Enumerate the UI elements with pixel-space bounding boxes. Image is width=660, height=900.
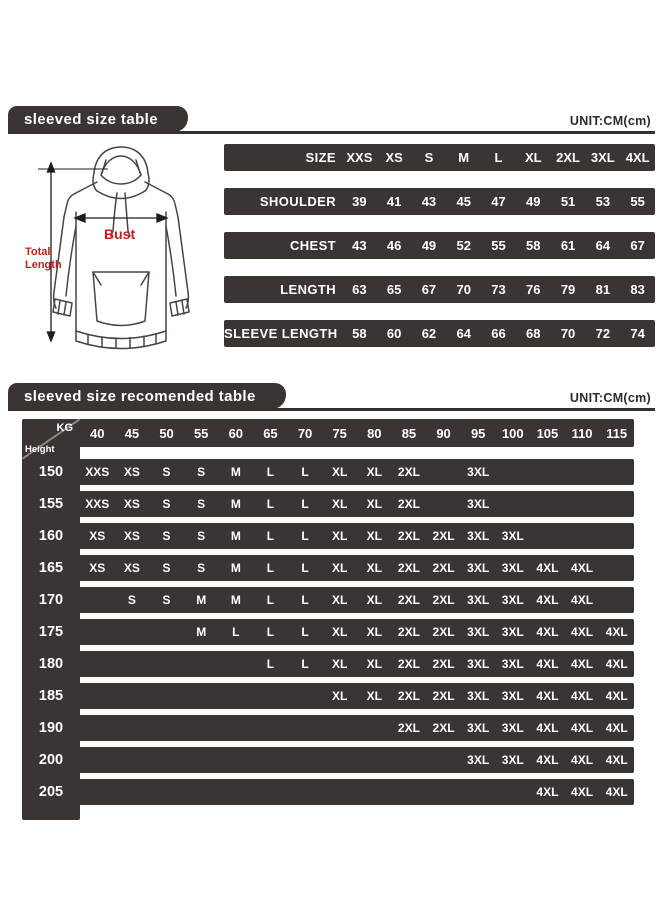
- matrix-cell: L: [301, 465, 309, 479]
- matrix-row: [22, 587, 634, 619]
- matrix-cell: S: [197, 497, 206, 511]
- total-length-label-line1: Total: [25, 246, 51, 258]
- matrix-cell: 3XL: [501, 625, 524, 639]
- matrix-cell: 2XL: [397, 689, 420, 703]
- height-label: 190: [22, 715, 80, 747]
- matrix-cell: 4XL: [536, 593, 559, 607]
- size-table-row: [224, 320, 655, 347]
- size-cell: 68: [526, 326, 541, 341]
- size-cell: 63: [352, 282, 367, 297]
- size-cell: 76: [526, 282, 541, 297]
- matrix-cell: XL: [332, 529, 348, 543]
- size-cell: 66: [491, 326, 506, 341]
- matrix-cell: XL: [366, 497, 382, 511]
- matrix-cell: 3XL: [467, 561, 490, 575]
- matrix-cell: 3XL: [467, 529, 490, 543]
- matrix-cell: 4XL: [605, 753, 628, 767]
- size-cell: 74: [630, 326, 645, 341]
- matrix-cell: 3XL: [501, 753, 524, 767]
- size-table: [224, 144, 655, 347]
- matrix-cell: 4XL: [571, 689, 594, 703]
- matrix-cell: XXS: [85, 497, 110, 511]
- matrix-cell: L: [266, 529, 275, 543]
- matrix-cell: XL: [366, 465, 382, 479]
- matrix-cell: 3XL: [467, 753, 490, 767]
- section1-unit-label: UNIT:CM(cm): [569, 114, 651, 128]
- matrix-cell: S: [197, 561, 206, 575]
- matrix-cell: XL: [332, 465, 348, 479]
- matrix-cell: M: [230, 497, 241, 511]
- matrix-cell: 2XL: [432, 721, 455, 735]
- matrix-row-bar: [80, 619, 634, 645]
- size-cell: 70: [560, 326, 576, 341]
- size-cell: 39: [352, 194, 367, 209]
- bust-label: Bust: [104, 226, 136, 242]
- matrix-cell: 3XL: [501, 657, 524, 671]
- matrix-cell: M: [196, 625, 207, 639]
- matrix-cell: L: [301, 529, 309, 543]
- size-cell: 43: [421, 194, 437, 209]
- section1-title-banner: [8, 106, 188, 132]
- height-label: 160: [22, 523, 80, 555]
- matrix-cell: 4XL: [605, 721, 628, 735]
- total-length-label-line2: Length: [25, 259, 62, 271]
- matrix-cell: 4XL: [536, 561, 559, 575]
- matrix-cell: XL: [332, 561, 348, 575]
- matrix-cell: L: [266, 465, 275, 479]
- matrix-cell: 3XL: [467, 593, 490, 607]
- matrix-cell: XL: [366, 689, 382, 703]
- size-cell: 64: [456, 326, 471, 341]
- matrix-cell: XS: [89, 529, 106, 543]
- size-row-label: LENGTH: [280, 282, 336, 297]
- hoodie-drawing: [18, 142, 214, 354]
- matrix-cell: L: [266, 657, 275, 671]
- size-row-label: SLEEVE LENGTH: [224, 326, 338, 341]
- recommendation-matrix: [22, 419, 634, 820]
- matrix-cell: L: [301, 657, 309, 671]
- size-cell: 79: [560, 282, 576, 297]
- size-cell: 47: [491, 194, 506, 209]
- matrix-cell: 3XL: [501, 593, 524, 607]
- size-cell: 55: [630, 194, 645, 209]
- weight-col-label: 115: [606, 425, 628, 441]
- size-row-label: SIZE: [305, 150, 336, 165]
- matrix-cell: 4XL: [605, 785, 628, 799]
- matrix-cell: 2XL: [397, 529, 420, 543]
- height-label: 185: [22, 683, 80, 715]
- matrix-cell: 3XL: [501, 721, 524, 735]
- height-label: 155: [22, 491, 80, 523]
- matrix-row: [22, 555, 634, 587]
- size-cell: M: [458, 150, 470, 165]
- weight-col-label: 100: [501, 425, 524, 441]
- height-label: 205: [22, 779, 80, 811]
- matrix-row: [22, 523, 634, 555]
- matrix-cell: S: [127, 593, 136, 607]
- height-label: 165: [22, 555, 80, 587]
- section2-header: [8, 383, 655, 411]
- matrix-cell: S: [162, 593, 171, 607]
- matrix-cell: 4XL: [571, 561, 594, 575]
- matrix-cell: 2XL: [397, 657, 420, 671]
- section1-title: sleeved size table: [24, 111, 158, 128]
- weight-col-label: 60: [228, 425, 244, 441]
- weight-col-label: 50: [159, 425, 174, 441]
- weight-header-bar: [80, 419, 634, 447]
- pocket: [93, 272, 149, 326]
- size-table-content: [8, 142, 655, 374]
- matrix-cell: S: [197, 465, 206, 479]
- matrix-cell: M: [230, 561, 241, 575]
- matrix-cell: S: [162, 561, 171, 575]
- size-table-row: [224, 188, 655, 215]
- matrix-cell: L: [266, 593, 275, 607]
- matrix-row: [22, 715, 634, 747]
- matrix-cell: XS: [123, 529, 140, 543]
- matrix-cell: L: [301, 497, 309, 511]
- size-cell: 46: [386, 238, 402, 253]
- matrix-cell: XL: [366, 657, 382, 671]
- recommended-table-section: [8, 383, 655, 820]
- matrix-cell: M: [230, 465, 241, 479]
- matrix-cell: XXS: [85, 465, 110, 479]
- section2-title-banner: [8, 383, 286, 409]
- matrix-cell: 4XL: [571, 785, 594, 799]
- size-cell: 81: [595, 282, 611, 297]
- corner-kg-label: KG: [56, 422, 73, 434]
- size-cell: L: [494, 150, 503, 165]
- size-cell: 41: [386, 194, 402, 209]
- weight-col-label: 40: [90, 425, 105, 441]
- matrix-cell: 2XL: [397, 497, 420, 511]
- matrix-header-row: [22, 419, 634, 459]
- matrix-cell: 3XL: [501, 561, 524, 575]
- size-cell: 61: [560, 238, 576, 253]
- matrix-cell: XS: [123, 497, 140, 511]
- size-row-label: SHOULDER: [259, 194, 336, 209]
- matrix-cell: XL: [332, 593, 348, 607]
- weight-col-label: 70: [297, 425, 313, 441]
- matrix-cell: 2XL: [397, 465, 420, 479]
- size-cell: 4XL: [625, 150, 650, 165]
- matrix-cell: XL: [332, 689, 348, 703]
- matrix-row-bar: [80, 491, 634, 517]
- size-table-row: [224, 232, 655, 259]
- matrix-cell: L: [266, 497, 275, 511]
- matrix-row: [22, 683, 634, 715]
- matrix-cell: M: [230, 593, 241, 607]
- matrix-cell: L: [266, 625, 275, 639]
- matrix-cell: 2XL: [432, 625, 455, 639]
- size-cell: XS: [385, 150, 403, 165]
- size-cell: 49: [526, 194, 541, 209]
- matrix-cell: 3XL: [467, 465, 490, 479]
- matrix-cell: 3XL: [467, 689, 490, 703]
- matrix-corner-cell: [22, 419, 80, 459]
- matrix-row: [22, 459, 634, 491]
- matrix-row-bar: [80, 747, 634, 773]
- matrix-cell: 4XL: [571, 721, 594, 735]
- size-cell: 83: [630, 282, 645, 297]
- matrix-cell: 2XL: [432, 561, 455, 575]
- size-cell: 65: [386, 282, 402, 297]
- weight-col-label: 75: [332, 425, 347, 441]
- matrix-cell: 4XL: [605, 657, 628, 671]
- weight-col-label: 95: [470, 425, 486, 441]
- matrix-cell: 3XL: [467, 657, 490, 671]
- size-cell: 67: [630, 238, 645, 253]
- matrix-cell: 4XL: [536, 721, 559, 735]
- matrix-cell: 3XL: [501, 689, 524, 703]
- size-cell: 53: [595, 194, 611, 209]
- matrix-cell: 2XL: [432, 657, 455, 671]
- size-cell: 49: [421, 238, 437, 253]
- matrix-cell: XL: [332, 625, 348, 639]
- matrix-cell: L: [301, 625, 309, 639]
- size-cell: 58: [352, 326, 367, 341]
- size-cell: 51: [560, 194, 576, 209]
- size-cell: 73: [491, 282, 506, 297]
- matrix-row: [22, 491, 634, 523]
- matrix-cell: 4XL: [536, 625, 559, 639]
- weight-col-label: 90: [436, 425, 451, 441]
- matrix-rows: [22, 459, 634, 811]
- weight-col-label: 65: [263, 425, 278, 441]
- size-cell: XXS: [346, 150, 373, 165]
- size-cell: 62: [421, 326, 437, 341]
- size-cell: 55: [491, 238, 506, 253]
- size-cell: S: [424, 150, 434, 165]
- weight-col-label: 105: [536, 425, 559, 441]
- size-cell: 72: [595, 326, 611, 341]
- matrix-cell: S: [197, 529, 206, 543]
- matrix-cell: L: [232, 625, 240, 639]
- size-cell: 64: [595, 238, 611, 253]
- size-cell: 2XL: [556, 150, 580, 165]
- matrix-cell: XL: [332, 497, 348, 511]
- size-table-row: [224, 144, 655, 171]
- matrix-row-bar: [80, 459, 634, 485]
- weight-col-label: 110: [571, 425, 593, 441]
- height-label: 175: [22, 619, 80, 651]
- matrix-cell: 4XL: [605, 689, 628, 703]
- matrix-row: [22, 619, 634, 651]
- section2-title: sleeved size recomended table: [24, 388, 256, 405]
- matrix-row-bar: [80, 555, 634, 581]
- matrix-cell: L: [301, 593, 309, 607]
- matrix-cell: 2XL: [397, 721, 420, 735]
- matrix-row: [22, 651, 634, 683]
- height-label: 180: [22, 651, 80, 683]
- matrix-cell: M: [196, 593, 207, 607]
- size-cell: XL: [524, 150, 542, 165]
- height-strip-stub: [22, 811, 80, 820]
- matrix-cell: 2XL: [397, 561, 420, 575]
- size-cell: 60: [386, 326, 402, 341]
- matrix-row-bar: [80, 651, 634, 677]
- section1-header: [8, 106, 655, 134]
- matrix-cell: 4XL: [536, 657, 559, 671]
- matrix-cell: 4XL: [536, 753, 559, 767]
- matrix-cell: XL: [366, 561, 382, 575]
- matrix-cell: 3XL: [467, 497, 490, 511]
- hem: [76, 331, 166, 349]
- hoodie-figure: [18, 142, 214, 354]
- corner-height-label: Height: [25, 444, 55, 455]
- matrix-cell: L: [266, 561, 275, 575]
- matrix-cell: S: [162, 497, 171, 511]
- matrix-cell: 2XL: [432, 529, 455, 543]
- size-cell: 67: [421, 282, 437, 297]
- matrix-cell: 3XL: [467, 721, 490, 735]
- matrix-row: [22, 747, 634, 779]
- weight-col-label: 85: [401, 425, 417, 441]
- matrix-row-bar: [80, 683, 634, 709]
- section2-unit-label: UNIT:CM(cm): [569, 391, 651, 405]
- size-table-row: [224, 276, 655, 303]
- height-label: 170: [22, 587, 80, 619]
- size-table-section: [8, 106, 655, 374]
- matrix-cell: XS: [123, 561, 140, 575]
- size-cell: 3XL: [590, 150, 615, 165]
- matrix-cell: 4XL: [536, 689, 559, 703]
- matrix-cell: 3XL: [501, 529, 524, 543]
- matrix-cell: XL: [332, 657, 348, 671]
- matrix-cell: 4XL: [571, 753, 594, 767]
- matrix-cell: 2XL: [397, 625, 420, 639]
- matrix-row-bar: [80, 523, 634, 549]
- matrix-cell: XL: [366, 529, 382, 543]
- size-cell: 43: [352, 238, 367, 253]
- matrix-cell: 4XL: [571, 593, 594, 607]
- matrix-cell: XL: [366, 593, 382, 607]
- matrix-cell: 2XL: [432, 593, 455, 607]
- matrix-cell: 4XL: [536, 785, 559, 799]
- matrix-cell: M: [230, 529, 241, 543]
- weight-col-label: 80: [367, 425, 382, 441]
- size-cell: 70: [456, 282, 471, 297]
- matrix-cell: S: [162, 529, 171, 543]
- size-cell: 58: [526, 238, 541, 253]
- matrix-cell: 2XL: [397, 593, 420, 607]
- matrix-cell: XS: [123, 465, 140, 479]
- matrix-row: [22, 779, 634, 811]
- weight-col-label: 55: [193, 425, 209, 441]
- height-label: 150: [22, 459, 80, 491]
- matrix-cell: XS: [89, 561, 106, 575]
- matrix-cell: 4XL: [605, 625, 628, 639]
- matrix-cell: XL: [366, 625, 382, 639]
- matrix-cell: 4XL: [571, 657, 594, 671]
- weight-col-label: 45: [124, 425, 140, 441]
- matrix-row-bar: [80, 715, 634, 741]
- matrix-cell: S: [162, 465, 171, 479]
- size-row-label: CHEST: [289, 238, 336, 253]
- matrix-cell: L: [301, 561, 309, 575]
- matrix-row-bar: [80, 779, 634, 805]
- matrix-cell: 2XL: [432, 689, 455, 703]
- matrix-cell: 3XL: [467, 625, 490, 639]
- size-cell: 45: [456, 194, 471, 209]
- height-label: 200: [22, 747, 80, 779]
- size-cell: 52: [456, 238, 471, 253]
- matrix-row-bar: [80, 587, 634, 613]
- matrix-cell: 4XL: [571, 625, 594, 639]
